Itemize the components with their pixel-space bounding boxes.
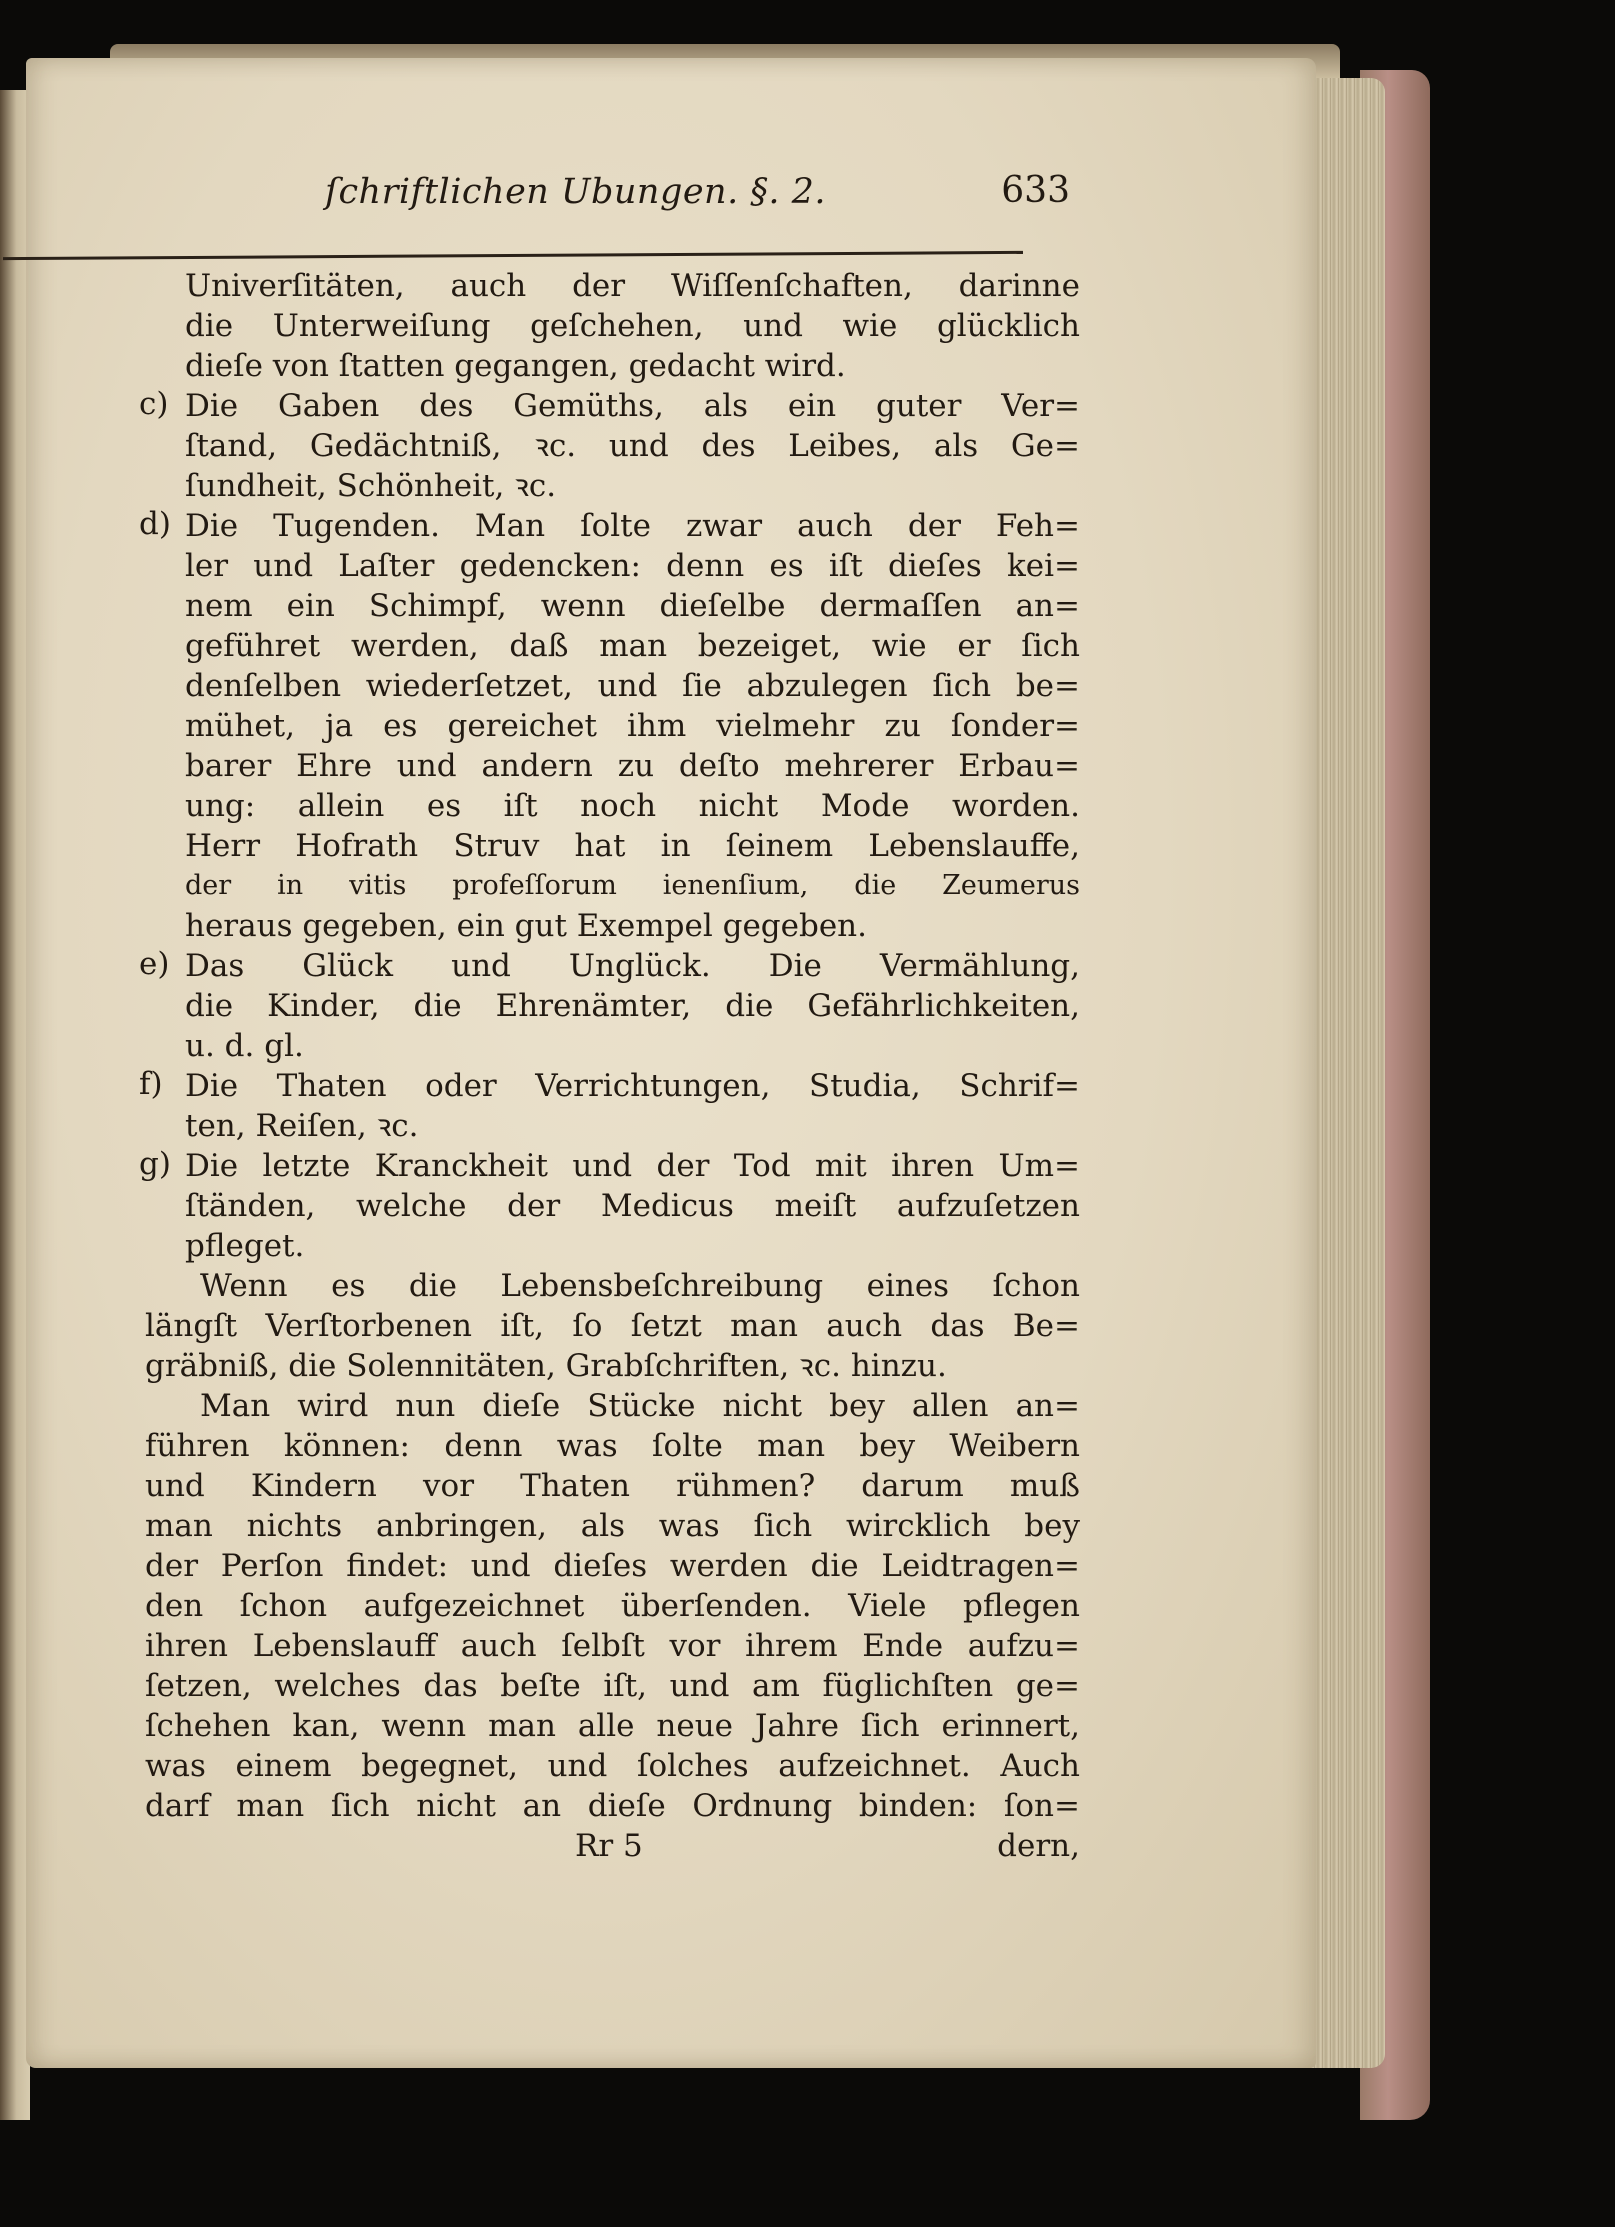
text-line — [145, 266, 1080, 306]
text-line-content: Univerſitäten, auch der Wiſſenſchaften, darinne — [185, 268, 1080, 304]
text-line-content: gräbniß, die Solennitäten, Grabſchriften, ꝛc. hinzu. — [145, 1348, 947, 1384]
text-block — [139, 168, 1080, 1864]
list-item-line — [139, 1066, 1080, 1106]
list-marker: c) — [139, 386, 169, 422]
text-line — [145, 346, 1080, 386]
page-footer — [145, 1826, 1080, 1866]
text-line-content: der Perſon findet: und dieſes werden die Leidtragen= — [145, 1548, 1080, 1584]
catchword: dern, — [997, 1828, 1080, 1864]
text-line-content: und Kindern vor Thaten rühmen? darum muß — [145, 1468, 1080, 1504]
text-line — [145, 746, 1080, 786]
text-line-content: führen können: denn was ſolte man bey Weibern — [145, 1428, 1080, 1464]
text-line — [145, 1466, 1080, 1506]
text-line-content: der in vitis profeſſorum ienenſium, die Zeumerus — [185, 870, 1080, 901]
text-line-content: pfleget. — [185, 1228, 305, 1264]
text-line — [145, 1706, 1080, 1746]
text-line-content: ihren Lebenslauff auch ſelbſt vor ihrem Ende aufzu= — [145, 1628, 1080, 1664]
text-line-content: dieſe von ſtatten gegangen, gedacht wird. — [185, 348, 846, 384]
text-line — [145, 1546, 1080, 1586]
text-line-content: die Unterweiſung geſchehen, und wie glücklich — [185, 308, 1080, 344]
text-line-content: Die letzte Kranckheit und der Tod mit ihren Um= — [185, 1148, 1080, 1184]
list-item-line — [139, 506, 1080, 546]
text-line — [145, 1746, 1080, 1786]
text-line-content: ſetzen, welches das beſte iſt, und am füglichſten ge= — [145, 1668, 1080, 1704]
text-line-content: den ſchon aufgezeichnet überſenden. Viele pflegen — [145, 1588, 1080, 1624]
list-item-line — [139, 386, 1080, 426]
text-line — [145, 666, 1080, 706]
text-line — [145, 466, 1080, 506]
text-line — [145, 706, 1080, 746]
list-marker: d) — [139, 506, 171, 542]
text-line-content: heraus gegeben, ein gut Exempel gegeben. — [185, 908, 867, 944]
signature-mark: Rr 5 — [575, 1828, 643, 1864]
text-line-content: ſtand, Gedächtniß, ꝛc. und des Leibes, als Ge= — [185, 428, 1080, 464]
text-line-content: man nichts anbringen, als was ſich wircklich bey — [145, 1508, 1080, 1544]
text-line — [145, 826, 1080, 866]
text-line — [145, 1306, 1080, 1346]
text-line-content: ſchehen kan, wenn man alle neue Jahre ſich erinnert, — [145, 1708, 1080, 1744]
text-line — [145, 1106, 1080, 1146]
text-line — [145, 1426, 1080, 1466]
text-line — [145, 426, 1080, 466]
text-line-content: geführet werden, daß man bezeiget, wie er ſich — [185, 628, 1080, 664]
text-line — [145, 1786, 1080, 1826]
text-line-content: die Kinder, die Ehrenämter, die Gefährlichkeiten, — [185, 988, 1080, 1024]
text-line — [145, 786, 1080, 826]
list-marker: f) — [139, 1066, 163, 1102]
text-line-content: längſt Verſtorbenen iſt, ſo ſetzt man auch das Be= — [145, 1308, 1080, 1344]
text-line-content: barer Ehre und andern zu deſto mehrerer Erbau= — [185, 748, 1080, 784]
text-line-content: nem ein Schimpf, wenn dieſelbe dermaſſen an= — [185, 588, 1080, 624]
text-line — [145, 1586, 1080, 1626]
list-marker: e) — [139, 946, 170, 982]
text-line-content: Das Glück und Unglück. Die Vermählung, — [185, 948, 1080, 984]
running-title: ſchriftlichen Ubungen. §. 2. — [325, 172, 826, 212]
text-line — [145, 1666, 1080, 1706]
list-marker: g) — [139, 1146, 171, 1182]
text-line — [145, 546, 1080, 586]
text-line-content: Die Tugenden. Man ſolte zwar auch der Feh= — [185, 508, 1080, 544]
list-item-line — [139, 1146, 1080, 1186]
text-line-content: darf man ſich nicht an dieſe Ordnung binden: ſon= — [145, 1788, 1080, 1824]
text-line — [145, 306, 1080, 346]
text-line-content: denſelben wiederſetzet, und ſie abzulegen ſich be= — [185, 668, 1080, 704]
text-line — [145, 1346, 1080, 1386]
text-line — [145, 1386, 1080, 1426]
text-line — [145, 906, 1080, 946]
text-line — [145, 866, 1080, 906]
text-line — [145, 986, 1080, 1026]
text-line — [145, 1626, 1080, 1666]
text-line — [145, 1186, 1080, 1226]
text-line-content: Die Gaben des Gemüths, als ein guter Ver= — [185, 388, 1080, 424]
text-line-content: Herr Hofrath Struv hat in ſeinem Lebenslauffe, — [185, 828, 1080, 864]
text-line-content: ſtänden, welche der Medicus meiſt aufzuſetzen — [185, 1188, 1080, 1224]
list-item-line — [139, 946, 1080, 986]
text-line-content: u. d. gl. — [185, 1028, 304, 1064]
text-line-content: Man wird nun dieſe Stücke nicht bey allen an= — [200, 1388, 1080, 1424]
page-body — [139, 266, 1080, 1866]
text-line-content: ung: allein es iſt noch nicht Mode worden. — [185, 788, 1080, 824]
text-line-content: ler und Laſter gedencken: denn es iſt dieſes kei= — [185, 548, 1080, 584]
text-line — [145, 626, 1080, 666]
text-line-content: was einem begegnet, und ſolches aufzeichnet. Auch — [145, 1748, 1080, 1784]
text-line-content: ten, Reiſen, ꝛc. — [185, 1108, 419, 1144]
text-line-content: Die Thaten oder Verrichtungen, Studia, Schrif= — [185, 1068, 1080, 1104]
text-line-content: Wenn es die Lebensbeſchreibung eines ſchon — [200, 1268, 1080, 1304]
text-line — [145, 1026, 1080, 1066]
text-line — [145, 1226, 1080, 1266]
text-line — [145, 586, 1080, 626]
text-line — [145, 1266, 1080, 1306]
text-line-content: ſundheit, Schönheit, ꝛc. — [185, 468, 557, 504]
page-header — [145, 168, 1075, 230]
text-line — [145, 1506, 1080, 1546]
text-line-content: mühet, ja es gereichet ihm vielmehr zu ſonder= — [185, 708, 1080, 744]
page-number: 633 — [1001, 170, 1070, 211]
